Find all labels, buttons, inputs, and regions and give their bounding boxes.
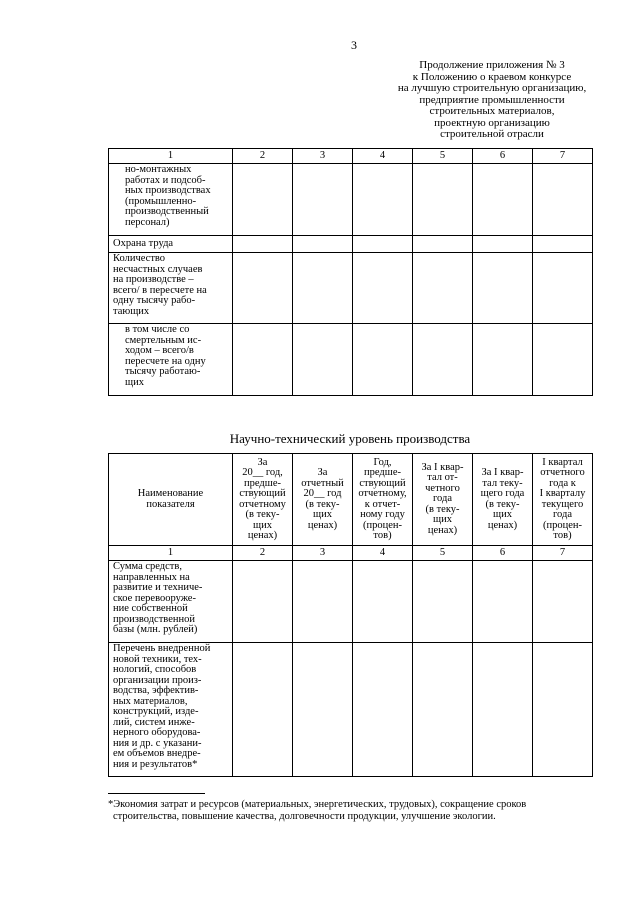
row-label-cell: [109, 253, 233, 324]
data-cell: [413, 253, 473, 324]
data-cell: [353, 561, 413, 643]
appendix-line: проектную организацию: [434, 116, 550, 129]
column-header-text: За 20__ год, предше- ствующий отчетному (в теку- щих ценах): [239, 456, 286, 541]
data-cell: [353, 236, 413, 253]
footnote-divider: [108, 793, 205, 794]
table-row: [109, 643, 593, 777]
data-cell: [473, 164, 533, 236]
data-cell: [473, 643, 533, 777]
data-cell: [413, 643, 473, 777]
data-cell: [533, 324, 593, 396]
column-header: [109, 454, 233, 546]
appendix-line: Продолжение приложения № 3: [419, 59, 565, 71]
row-label-cell: [109, 236, 233, 253]
row-label-cell: [109, 324, 233, 396]
data-cell: [413, 561, 473, 643]
table-row: [109, 324, 593, 396]
column-header-text: За I квар- тал от- четного года (в теку- щих ценах): [421, 461, 464, 536]
column-number: 3: [293, 149, 353, 164]
data-cell: [293, 561, 353, 643]
data-cell: [533, 164, 593, 236]
column-number: 2: [233, 149, 293, 164]
data-cell: [233, 236, 293, 253]
data-cell: [413, 236, 473, 253]
row-label: Количество несчастных случаев на производстве – всего/ в пересчете на одну тысячу рабо- тающих: [113, 253, 207, 317]
column-number: 2: [233, 546, 293, 561]
row-label: в том числе со смертельным ис- ходом – всего/в пересчете на одну тысячу работаю- щих: [125, 324, 206, 388]
column-header: [293, 454, 353, 546]
column-number: 7: [533, 149, 593, 164]
column-header: [473, 454, 533, 546]
column-header-text: За I квар- тал теку- щего года (в теку- щих ценах): [480, 467, 525, 531]
data-cell: [293, 643, 353, 777]
column-header-text: За отчетный 20__ год (в теку- щих ценах): [301, 467, 344, 531]
column-number: 4: [353, 546, 413, 561]
data-cell: [353, 324, 413, 396]
column-number: 1: [109, 149, 233, 164]
column-number: 5: [413, 149, 473, 164]
column-number-row: [109, 546, 593, 561]
data-cell: [233, 164, 293, 236]
data-cell: [233, 643, 293, 777]
data-cell: [473, 253, 533, 324]
table-row: [109, 561, 593, 643]
row-label: Перечень внедренной новой техники, тех- нологий, способов организации произ- водства, эффектив- ных материалов, конструкций, изде- лий, систем инже- нерного оборудова- ния и др. с указани- ем объемов внедре- ния и результатов*: [113, 643, 211, 770]
data-cell: [533, 643, 593, 777]
column-header: [533, 454, 593, 546]
footnote-line: строительства, повышение качества, долговечности продукции, улучшение экологии.: [113, 811, 496, 822]
data-cell: [293, 164, 353, 236]
column-header: [353, 454, 413, 546]
data-cell: [293, 253, 353, 324]
column-header-text: Год, предше- ствующий отчетному, к отчет- ному году (процен- тов): [358, 456, 407, 541]
column-number: 7: [533, 546, 593, 561]
data-cell: [473, 236, 533, 253]
data-cell: [293, 324, 353, 396]
footnote: [108, 799, 598, 823]
footnote-line: *Экономия затрат и ресурсов (материальных, энергетических, трудовых), сокращение сроков: [108, 799, 527, 810]
data-cell: [533, 253, 593, 324]
data-cell: [533, 561, 593, 643]
data-cell: [353, 253, 413, 324]
appendix-line: строительных материалов,: [429, 105, 555, 117]
column-number: 4: [353, 149, 413, 164]
row-label: Сумма средств, направленных на развитие и техниче- ское перевооруже- ние собственной производственной базы (млн. рублей): [113, 561, 203, 635]
row-label-cell: [109, 643, 233, 777]
data-cell: [233, 253, 293, 324]
data-cell: [473, 561, 533, 643]
header-row: [109, 454, 593, 546]
data-cell: [473, 324, 533, 396]
appendix-line: на лучшую строительную организацию,: [397, 82, 587, 94]
column-number: 1: [109, 546, 233, 561]
column-header: [233, 454, 293, 546]
appendix-header: [372, 60, 612, 141]
appendix-line: строительной отрасли: [440, 128, 544, 140]
column-number-row: [109, 149, 593, 164]
row-label-cell: [109, 561, 233, 643]
data-cell: [353, 643, 413, 777]
data-cell: [413, 324, 473, 396]
row-label-cell: [109, 164, 233, 236]
table-row: [109, 236, 593, 253]
table-row: [109, 164, 593, 236]
labor-safety-table: [108, 148, 593, 396]
appendix-line: к Положению о краевом конкурсе: [412, 70, 572, 83]
row-label: но-монтажных работах и подсоб- ных производствах (промышленно- производственный персонал): [125, 164, 211, 228]
column-header-text: Наименование показателя: [137, 488, 204, 510]
column-header-text: I квартал отчетного года к I кварталу текущего года (процен- тов): [539, 456, 586, 541]
data-cell: [233, 324, 293, 396]
data-cell: [413, 164, 473, 236]
tech-level-table: [108, 453, 593, 777]
section-title: Научно-технический уровень производства: [229, 431, 471, 446]
column-number: 5: [413, 546, 473, 561]
column-number: 6: [473, 149, 533, 164]
data-cell: [533, 236, 593, 253]
column-number: 6: [473, 546, 533, 561]
row-label: Охрана труда: [113, 237, 174, 249]
page-number: 3: [351, 38, 357, 52]
data-cell: [233, 561, 293, 643]
data-cell: [293, 236, 353, 253]
column-number: 3: [293, 546, 353, 561]
column-header: [413, 454, 473, 546]
data-cell: [353, 164, 413, 236]
table-row: [109, 253, 593, 324]
appendix-line: предприятие промышленности: [419, 93, 565, 106]
